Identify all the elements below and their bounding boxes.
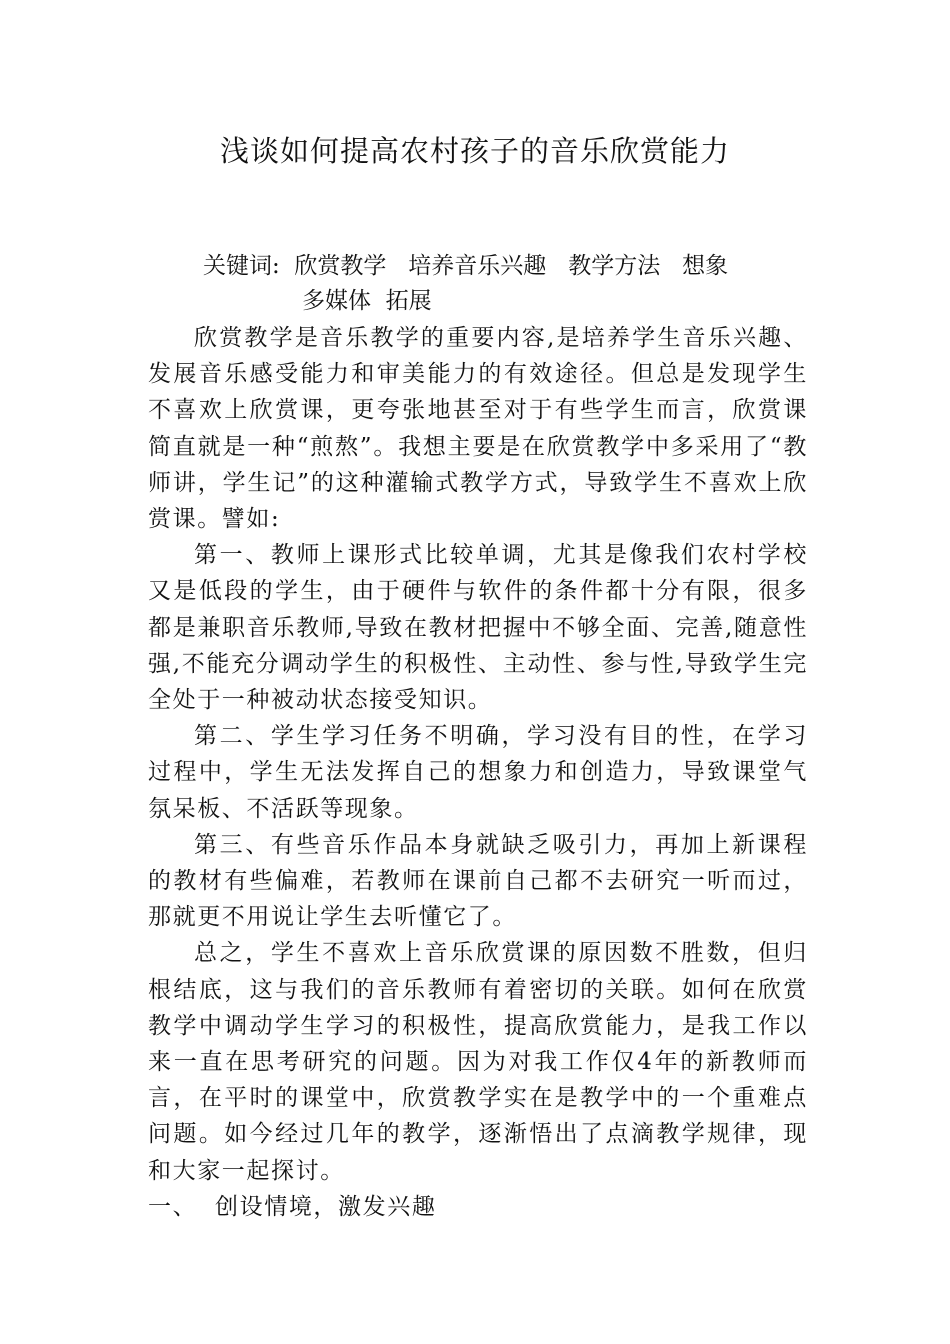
paragraph-summary: 总之，学生不喜欢上音乐欣赏课的原因数不胜数，但归根结底，这与我们的音乐教师有着密切的关联。如何在欣赏教学中调动学生学习的积极性，提高欣赏能力，是我工作以来一直在思考研究的问题。因为对我工作仅4年的新教师而言，在平时的课堂中，欣赏教学实在是教学中的一个重难点问题。如今经过几年的教学，逐渐悟出了点滴教学规律，现和大家一起探讨。	[148, 940, 808, 1184]
keywords-continuation: 多媒体 拓展	[302, 288, 432, 314]
document-body	[148, 320, 808, 1225]
keywords-line: 关键词: 欣赏教学 培养音乐兴趣 教学方法 想象	[203, 253, 729, 279]
paragraph-second-point: 第二、学生学习任务不明确，学习没有目的性，在学习过程中，学生无法发挥自己的想象力和创造力，导致课堂气氛呆板、不活跃等现象。	[148, 723, 808, 822]
document-title: 浅谈如何提高农村孩子的音乐欣赏能力	[219, 134, 730, 168]
paragraph-intro: 欣赏教学是音乐教学的重要内容,是培养学生音乐兴趣、发展音乐感受能力和审美能力的有效途径。但总是发现学生不喜欢上欣赏课，更夸张地甚至对于有些学生而言，欣赏课简直就是一种“煎熬”。我想主要是在欣赏教学中多采用了“教师讲，学生记”的这种灌输式教学方式，导致学生不喜欢上欣赏课。譬如:	[148, 325, 808, 533]
paragraph-first-point: 第一、教师上课形式比较单调，尤其是像我们农村学校又是低段的学生，由于硬件与软件的条件都十分有限，很多都是兼职音乐教师,导致在教材把握中不够全面、完善,随意性强,不能充分调动学生的积极性、主动性、参与性,导致学生完全处于一种被动状态接受知识。	[148, 542, 808, 714]
paragraph-third-point: 第三、有些音乐作品本身就缺乏吸引力，再加上新课程的教材有些偏难，若教师在课前自己都不去研究一听而过，那就更不用说让学生去听懂它了。	[148, 831, 808, 931]
section-heading: 一、 创设情境，激发兴趣	[148, 1193, 437, 1220]
